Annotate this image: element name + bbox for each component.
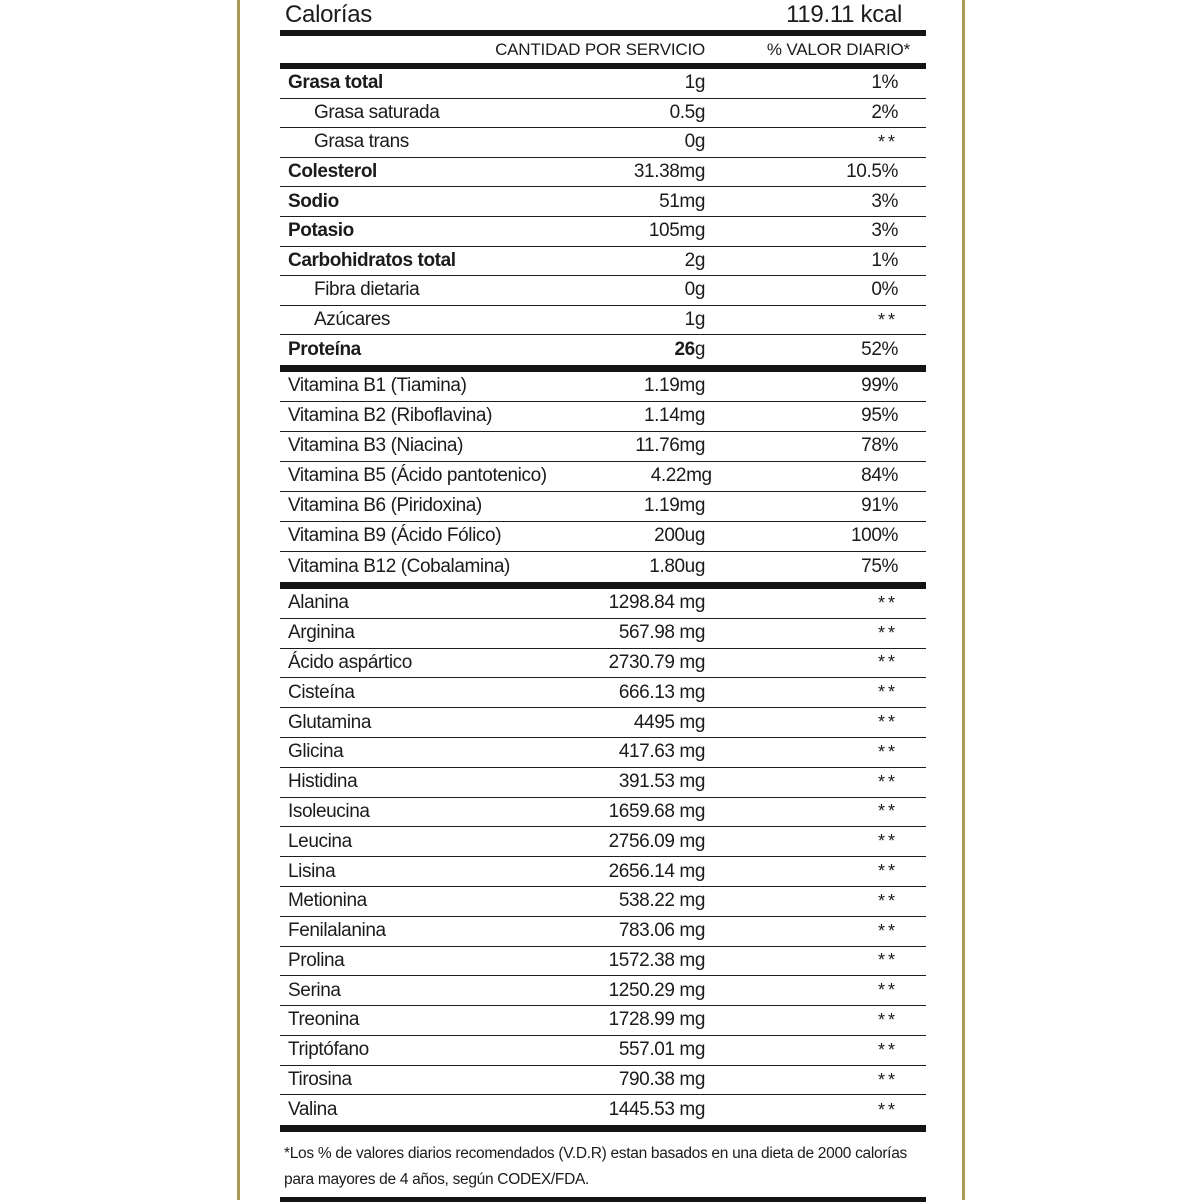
row-label: Grasa total <box>288 72 383 94</box>
row-daily-value: ** <box>877 980 898 1001</box>
row-label: Potasio <box>288 220 354 242</box>
row-daily-value: ** <box>877 622 898 643</box>
row-daily-value: ** <box>877 682 898 703</box>
row-daily-value: 1% <box>871 72 898 94</box>
table-row <box>280 1006 926 1036</box>
row-daily-value: 75% <box>861 555 898 577</box>
footnote-line-1: *Los % de valores diarios recomendados (V.D.R) estan basados en una dieta de 2000 calorías <box>284 1145 907 1163</box>
table-row <box>280 887 926 917</box>
row-label: Azúcares <box>314 309 391 331</box>
table-row <box>280 1036 926 1066</box>
row-daily-value: ** <box>877 652 898 673</box>
table-row <box>280 552 926 582</box>
row-label: Cisteína <box>288 681 355 703</box>
table-row <box>280 247 926 277</box>
row-label: Fenilalanina <box>288 920 386 942</box>
table-row <box>280 768 926 798</box>
table-row <box>280 589 926 619</box>
row-label: Vitamina B6 (Piridoxina) <box>288 495 482 517</box>
table-row <box>280 738 926 768</box>
table-row <box>280 335 926 365</box>
table-row <box>280 798 926 828</box>
row-amount: 0g <box>684 279 705 301</box>
row-amount: 1.80ug <box>649 555 705 577</box>
table-row <box>280 947 926 977</box>
row-daily-value: 95% <box>861 405 898 427</box>
nutrition-facts-panel <box>280 0 926 1202</box>
row-amount: 417.63 mg <box>618 741 705 763</box>
row-label: Histidina <box>288 771 358 793</box>
row-daily-value: ** <box>877 1039 898 1060</box>
table-row <box>280 678 926 708</box>
row-label: Carbohidratos total <box>288 249 456 271</box>
row-amount: 2g <box>684 249 705 271</box>
row-daily-value: 52% <box>861 339 898 361</box>
row-label: Vitamina B2 (Riboflavina) <box>288 405 493 427</box>
row-daily-value: ** <box>877 1099 898 1120</box>
row-amount: 1250.29 mg <box>608 979 705 1001</box>
row-amount: 567.98 mg <box>618 622 705 644</box>
row-label: Grasa saturada <box>314 101 440 123</box>
divider-bar-aminos-end <box>280 1125 926 1132</box>
row-amount: 557.01 mg <box>618 1039 705 1061</box>
row-amount: 4495 mg <box>633 711 705 733</box>
table-row <box>280 217 926 247</box>
row-amount: 1572.38 mg <box>608 949 705 971</box>
row-daily-value: ** <box>877 950 898 971</box>
row-amount: 790.38 mg <box>618 1069 705 1091</box>
table-row <box>280 1066 926 1096</box>
table-row <box>280 492 926 522</box>
row-daily-value: 91% <box>861 495 898 517</box>
row-amount: 2730.79 mg <box>608 651 705 673</box>
row-daily-value: ** <box>877 131 898 152</box>
calories-value: 119.11 kcal <box>786 1 902 28</box>
divider-bar-vitamins-end <box>280 582 926 589</box>
row-label: Proteína <box>288 339 361 361</box>
row-amount: 1g <box>684 309 705 331</box>
row-amount: 391.53 mg <box>618 771 705 793</box>
row-daily-value: 78% <box>861 435 898 457</box>
row-amount: 11.76mg <box>635 435 705 457</box>
table-row <box>280 827 926 857</box>
section-vitamins <box>280 372 926 582</box>
row-daily-value: ** <box>877 861 898 881</box>
row-daily-value: ** <box>877 1009 898 1030</box>
row-amount: 51mg <box>659 190 705 212</box>
table-row <box>280 69 926 99</box>
row-label: Leucina <box>288 830 352 852</box>
table-row <box>280 432 926 462</box>
row-amount: 1.14mg <box>644 405 705 427</box>
row-label: Vitamina B1 (Tiamina) <box>288 375 467 397</box>
table-row <box>280 462 926 492</box>
row-label: Valina <box>288 1099 338 1121</box>
row-amount: 666.13 mg <box>618 681 705 703</box>
package-edge-line-left <box>237 0 240 1200</box>
footnote <box>280 1141 926 1193</box>
row-daily-value: 99% <box>861 375 898 397</box>
row-daily-value: ** <box>877 592 898 613</box>
row-label: Glutamina <box>288 711 371 733</box>
row-amount: 0g <box>684 131 705 153</box>
row-amount: 0.5g <box>669 101 705 123</box>
row-amount: 1659.68 mg <box>608 800 705 822</box>
row-daily-value: 10.5% <box>846 161 898 183</box>
row-label: Vitamina B3 (Niacina) <box>288 435 463 457</box>
table-row <box>280 402 926 432</box>
section-amino-acids <box>280 589 926 1125</box>
row-label: Tirosina <box>288 1069 352 1091</box>
row-amount: 1298.84 mg <box>608 592 705 614</box>
table-row <box>280 917 926 947</box>
row-daily-value: 3% <box>871 220 898 242</box>
row-daily-value: 84% <box>861 465 898 487</box>
table-row <box>280 187 926 217</box>
row-amount: 4.22mg <box>650 465 712 487</box>
row-amount: 2756.09 mg <box>608 830 705 852</box>
row-amount: 1.19mg <box>644 375 705 397</box>
row-daily-value: ** <box>877 771 898 792</box>
row-label: Vitamina B9 (Ácido Fólico) <box>288 525 502 547</box>
row-daily-value: 0% <box>871 279 898 301</box>
row-label: Vitamina B5 (Ácido pantotenico) <box>288 465 547 487</box>
table-row <box>280 128 926 158</box>
row-daily-value: 100% <box>851 525 898 547</box>
row-daily-value: ** <box>877 801 898 822</box>
row-label: Vitamina B12 (Cobalamina) <box>288 555 510 577</box>
row-amount: 31.38mg <box>633 161 705 183</box>
row-label: Arginina <box>288 622 355 644</box>
row-label: Glicina <box>288 741 344 763</box>
row-daily-value: 3% <box>871 190 898 212</box>
row-daily-value: ** <box>877 741 898 762</box>
row-amount: 26g <box>674 339 705 361</box>
column-header-amount: CANTIDAD POR SERVICIO <box>495 39 705 59</box>
table-row <box>280 649 926 679</box>
row-amount: 1g <box>684 72 705 94</box>
row-amount: 2656.14 mg <box>608 860 705 882</box>
row-label: Isoleucina <box>288 800 370 822</box>
table-row <box>280 522 926 552</box>
row-label: Fibra dietaria <box>314 279 420 301</box>
table-row <box>280 306 926 336</box>
section-macronutrients <box>280 69 926 365</box>
row-label: Prolina <box>288 949 345 971</box>
calories-row <box>280 0 926 30</box>
table-row <box>280 857 926 887</box>
row-amount: 783.06 mg <box>618 920 705 942</box>
table-row <box>280 619 926 649</box>
row-daily-value: ** <box>877 920 898 941</box>
row-daily-value: ** <box>877 1069 898 1090</box>
table-row <box>280 976 926 1006</box>
row-label: Triptófano <box>288 1039 369 1061</box>
table-row <box>280 99 926 129</box>
row-amount: 1728.99 mg <box>608 1009 705 1031</box>
row-label: Colesterol <box>288 161 377 183</box>
table-row <box>280 708 926 738</box>
row-amount: 105mg <box>648 220 705 242</box>
table-row <box>280 1095 926 1125</box>
table-row <box>280 158 926 188</box>
row-label: Sodio <box>288 190 339 212</box>
table-row <box>280 276 926 306</box>
row-amount: 1.19mg <box>644 495 705 517</box>
table-row <box>280 372 926 402</box>
package-edge-line-right <box>962 0 965 1200</box>
row-daily-value: ** <box>877 890 898 911</box>
row-label: Treonina <box>288 1009 360 1031</box>
row-label: Alanina <box>288 592 349 614</box>
row-amount: 1445.53 mg <box>608 1099 705 1121</box>
row-daily-value: ** <box>877 831 898 852</box>
row-label: Grasa trans <box>314 131 409 153</box>
row-daily-value: 1% <box>871 249 898 271</box>
row-label: Metionina <box>288 890 367 912</box>
row-amount: 538.22 mg <box>618 890 705 912</box>
row-amount: 200ug <box>654 525 705 547</box>
column-header-row <box>280 36 926 63</box>
calories-label: Calorías <box>285 1 372 28</box>
row-label: Serina <box>288 979 341 1001</box>
row-daily-value: 2% <box>871 101 898 123</box>
row-daily-value: ** <box>877 712 898 733</box>
row-label: Lisina <box>288 860 336 882</box>
column-header-daily-value: % VALOR DIARIO* <box>766 39 910 59</box>
row-label: Ácido aspártico <box>288 651 412 673</box>
footnote-line-2: para mayores de 4 años, según CODEX/FDA. <box>284 1171 590 1189</box>
row-daily-value: ** <box>877 309 898 330</box>
divider-bar-macros-end <box>280 365 926 372</box>
